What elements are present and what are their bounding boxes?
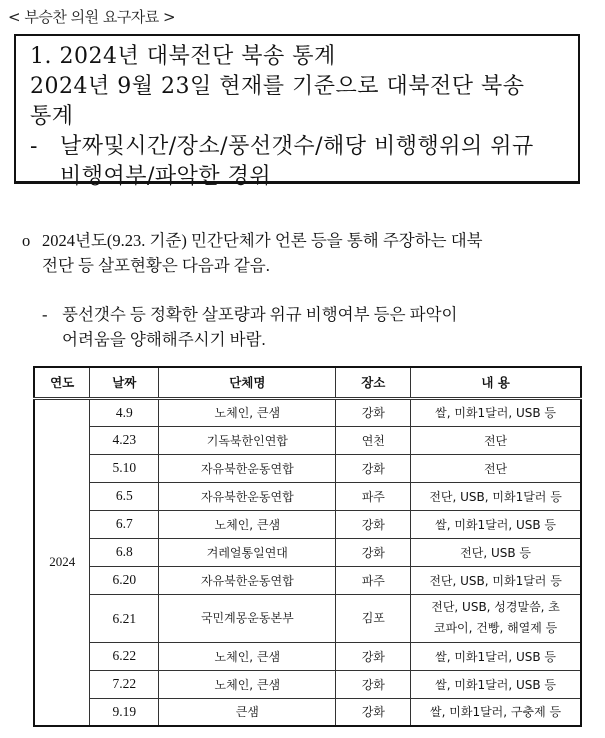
header-date: 날짜 (90, 367, 159, 398)
date-cell: 5.10 (90, 454, 159, 482)
date-cell: 6.21 (90, 594, 159, 642)
table-row (34, 642, 581, 670)
org-cell: 노체인, 큰샘 (159, 398, 336, 426)
org-cell: 자유북한운동연합 (159, 454, 336, 482)
dash-marker: - (42, 305, 48, 324)
title-line-4 (30, 132, 578, 162)
place-cell: 파주 (336, 482, 411, 510)
header-year: 연도 (34, 367, 90, 398)
title-line-2: 2024년 9월 23일 현재를 기준으로 대북전단 북송 (30, 74, 525, 99)
content-cell: 전단 (411, 426, 581, 454)
content-line-1: 전단, USB, 성경말씀, 초 (431, 600, 560, 614)
table-row (34, 510, 581, 538)
place-cell: 김포 (336, 594, 411, 642)
place-cell: 강화 (336, 642, 411, 670)
title-line-1: 1. 2024년 대북전단 북송 통계 (30, 44, 336, 69)
place-cell: 파주 (336, 566, 411, 594)
paragraph-overview-line-1: 2024년도(9.23. 기준) 민간단체가 언론 등을 통해 주장하는 대북 (42, 231, 483, 250)
place-cell: 강화 (336, 510, 411, 538)
table-row (34, 566, 581, 594)
paragraph-note-line-2: 어려움을 양해해주시기 바람. (62, 330, 266, 349)
date-cell: 4.9 (90, 398, 159, 426)
date-cell: 6.8 (90, 538, 159, 566)
content-cell: 쌀, 미화1달러, USB 등 (411, 510, 581, 538)
table-row (34, 698, 581, 726)
place-cell: 강화 (336, 670, 411, 698)
date-cell: 9.19 (90, 698, 159, 726)
title-box (14, 34, 580, 189)
header-place: 장소 (336, 367, 411, 398)
content-cell: 쌀, 미화1달러, USB 등 (411, 670, 581, 698)
table-row (34, 670, 581, 698)
content-cell: 전단, USB, 미화1달러 등 (411, 482, 581, 510)
org-cell: 큰샘 (159, 698, 336, 726)
table-row (34, 398, 581, 426)
place-cell: 강화 (336, 698, 411, 726)
org-cell: 자유북한운동연합 (159, 482, 336, 510)
table-row (34, 594, 581, 642)
header-content: 내 용 (411, 367, 581, 398)
date-cell: 4.23 (90, 426, 159, 454)
table-header-row (34, 367, 581, 398)
org-cell: 노체인, 큰샘 (159, 510, 336, 538)
date-cell: 7.22 (90, 670, 159, 698)
header-organization: 단체명 (159, 367, 336, 398)
paragraph-overview (22, 228, 483, 278)
paragraph-note-line-1: 풍선갯수 등 정확한 살포량과 위규 비행여부 등은 파악이 (62, 305, 458, 324)
title-line-3: 통계 (30, 104, 74, 129)
date-cell: 6.7 (90, 510, 159, 538)
org-cell: 국민계몽운동본부 (159, 594, 336, 642)
content-cell: 쌀, 미화1달러, 구충제 등 (411, 698, 581, 726)
paragraph-note (42, 302, 457, 352)
content-cell: 전단 (411, 454, 581, 482)
place-cell: 연천 (336, 426, 411, 454)
table-row (34, 538, 581, 566)
document-caption: < 부승찬 의원 요구자료 > (8, 8, 176, 26)
content-cell: 전단, USB 등 (411, 538, 581, 566)
content-line-2: 코파이, 건빵, 해열제 등 (433, 621, 558, 635)
content-cell: 쌀, 미화1달러, USB 등 (411, 642, 581, 670)
title-line-5: 비행여부/파악한 경위 (60, 164, 272, 189)
org-cell: 노체인, 큰샘 (159, 642, 336, 670)
paragraph-overview-line-2: 전단 등 살포현황은 다음과 같음. (42, 256, 270, 275)
org-cell: 기독북한인연합 (159, 426, 336, 454)
bullet-marker: o (22, 231, 31, 250)
content-cell (411, 594, 581, 642)
table-row (34, 454, 581, 482)
date-cell: 6.20 (90, 566, 159, 594)
date-cell: 6.5 (90, 482, 159, 510)
place-cell: 강화 (336, 454, 411, 482)
place-cell: 강화 (336, 398, 411, 426)
leaflet-launch-table (33, 366, 582, 727)
date-cell: 6.22 (90, 642, 159, 670)
title-line-4-text: 날짜및시간/장소/풍선갯수/해당 비행행위의 위규 (60, 134, 534, 159)
table-row (34, 426, 581, 454)
place-cell: 강화 (336, 538, 411, 566)
year-cell: 2024 (34, 398, 90, 726)
org-cell: 자유북한운동연합 (159, 566, 336, 594)
org-cell: 노체인, 큰샘 (159, 670, 336, 698)
content-cell: 쌀, 미화1달러, USB 등 (411, 398, 581, 426)
org-cell: 겨레얼통일연대 (159, 538, 336, 566)
content-cell: 전단, USB, 미화1달러 등 (411, 566, 581, 594)
dash-marker: - (30, 134, 38, 159)
table-row (34, 482, 581, 510)
